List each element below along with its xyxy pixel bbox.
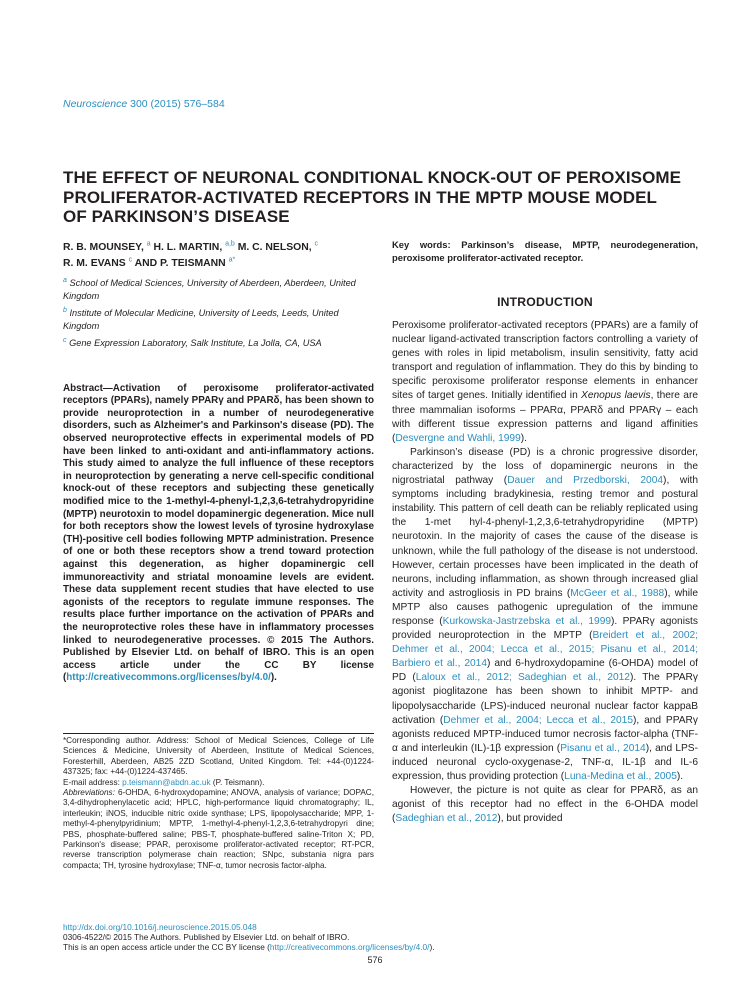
affiliation-b: $^b$ Institute of Molecular Medicine, University of Leeds, Leeds, United Kingdom (63, 307, 339, 331)
footnotes (63, 733, 374, 871)
author: R. B. MOUNSEY, $^a$ (63, 241, 151, 254)
paragraph: However, the picture is not quite as clear for PPARδ, as an agonist of this receptor had no effect in the 6-OHDA model (Sadeghian et al., 2012), but provided (392, 785, 698, 825)
journal-citation[interactable] (63, 98, 225, 110)
affiliation-marker[interactable]: a (146, 241, 151, 248)
author: R. M. EVANS $^c$ (63, 256, 133, 270)
paragraph: Parkinson’s disease (PD) is a chronic progressive disorder, characterized by the loss of dopaminergic neurons in the nigrostriatal pathway (Dauer and Przedborski, 2004), with symptoms including bradykinesia, resting tremor and postural instability. This pattern of cell death can be reliably replicated using the 1-met hyl-4-phenyl-1,2,3,6-tetrahydropyridine (MPTP) neurotoxin. In the majority of cases the cause of the disease is unknown, while the full pathology of the disease is not understood. However, certain processes have been implicated in the death of neurons, including inflammation, as shown through increased glial activity and astrogliosis in PD brains (McGeer et al., 1988), while MPTP also causes pathogenic upregulation of the immune response (Kurkowska-Jastrzebska et al., 1999). PPARγ agonists provided neuroprotection in the MPTP (Breidert et al., 2002; Dehmer et al., 2004; Lecca et al., 2015; Pisanu et al., 2014; Barbiero et al., 2014) and 6-hydroxydopamine (6-OHDA) model of PD (Laloux et al., 2012; Sadeghian et al., 2012). The PPARγ agonist pioglitazone has been shown to inhibit MPTP- and lipopolysaccharide (LPS)-induced neuronal nuclear factor kappaB activation (Dehmer et al., 2004; Lecca et al., 2015), and PPARγ agonists reduced MPTP-induced tumor necrosis factor-alpha (TNF-α and interleukin (IL)-1β expression (Pisanu et al., 2014), and LPS-induced neuronal cyclo-oxygenase-2, TNF-α, IL-1β and IL-6 expression, thus providing protection (Luna-Medina et al., 2005). (392, 446, 699, 782)
affiliation-c: $^c$ Gene Expression Laboratory, Salk Institute, La Jolla, CA, USA (63, 337, 322, 349)
email-note: E-mail address: p.teismann@abdn.ac.uk (P. Teismann). (63, 777, 265, 787)
affiliation-marker[interactable]: c (314, 241, 319, 248)
page-number: 576 (367, 955, 383, 965)
page-footer (63, 922, 683, 953)
citation-link[interactable]: Breidert et al., 2002; Dehmer et al., 2004; Lecca et al., 2015; Pisanu et al., 2014; Barbiero et al., 2014 (392, 630, 698, 670)
author: M. C. NELSON, $^c$ (237, 241, 319, 254)
right-column (392, 239, 698, 826)
species-name: Xenopus laevis (581, 390, 651, 402)
abstract-text: Abstract—Activation of peroxisome proliferator-activated receptors (PPARs), namely PPARγ and PPARδ, has been shown to provide neuroprotection in a number of neurodegenerative disorders, such as Alzheimer's and Parkinson's disease (PD). The observed neuroprotective effects in experimental models of PD have been linked to anti-oxidant and anti-inflammatory actions. This study aimed to analyze the full influence of these receptors in neuroprotection by generating a nerve cell-specific conditional knock-out of these receptors and subjecting these genetically modified mice to the 1-methyl-4-phenyl-1,2,3,6-tetrahydropyridine (MPTP) neurotoxin to model dopaminergic degeneration. Mice null for both receptors show the lowest levels of tyrosine hydroxylase (TH)-positive cell bodies following MPTP administration. Presence of one or both these receptors show a trend toward protection against this degeneration, as higher dopaminergic cell immunoreactivity and striatal monoamine levels are evident. These data supplement recent studies that have elected to use agonists of the receptors to regulate immune responses. The results place further importance on the activation of PPARs and the neuroprotective roles these have in inflammatory processes linked to neurodegenerative processes. © 2015 The Authors. Published by Elsevier Ltd. on behalf of IBRO. This is an open access article under the CC BY license ( (63, 382, 374, 684)
affiliation-marker[interactable]: a,b (225, 241, 235, 248)
author: H. L. MARTIN, $^{a,b}$ (153, 241, 235, 254)
citation-link[interactable]: Dauer and Przedborski, 2004 (507, 475, 664, 487)
affiliation-a: $^a$ School of Medical Sciences, University of Aberdeen, Aberdeen, United Kingdom (63, 276, 356, 301)
footer-license-link[interactable]: http://creativecommons.org/licenses/by/4.0/ (269, 942, 430, 953)
author-list (63, 239, 374, 271)
copyright-line: 0306-4522/© 2015 The Authors. Published by Elsevier Ltd. on behalf of IBRO. (63, 932, 350, 943)
citation-link[interactable]: McGeer et al., 1988 (570, 587, 665, 599)
abbreviations-note: Abbreviations: 6-OHDA, 6-hydroxydopamine; ANOVA, analysis of variance; DOPAC, 3,4-dihydrophenylacetic acid; HPLC, high-performance liquid chromatography; IL, interleukin; iNOS, inducible nitric oxide synthase; LPS, lipopolysaccharide; MPP, 1-methyl-4-phenylpyridinium; MPTP, 1-methyl-4-phenyl-1,2,3,6-tetrahydropyri dine; PBS, phosphate-buffered saline; PBS-T, phosphate-buffered saline-Triton X; PD, Parkinson's disease; PPAR, peroxisome proliferator-activated receptor; RT-PCR, reverse transcription polymerase chain reaction; SNpc, substania nigra pars compacta; TH, tyrosine hydroxylase; TNF-α, tumor necrosis factor-alpha. (63, 788, 374, 870)
affiliation-marker[interactable]: a* (228, 256, 236, 264)
affiliation-marker[interactable]: c (128, 256, 133, 264)
license-link[interactable]: http://creativecommons.org/licenses/by/4.0/ (66, 672, 271, 684)
corresponding-author-note: *Corresponding author. Address: School of Medical Sciences, College of Life Sciences & Medicine, University of Aberdeen, Institute of Medical Sciences, Foresterhill, Aberdeen, AB25 2ZD Scotland, United Kingdom. Tel: +44-(0)1224-437325; fax: +44-(0)1224-437465. (63, 736, 374, 777)
affiliations (63, 275, 374, 350)
abstract: Abstract—Activation of peroxisome proliferator-activated receptors (PPARs), namely PPARγ and PPARδ, has been shown to provide neuroprotection in a number of neurodegenerative disorders, such as Alzheimer's and Parkinson's disease (PD). The observed neuroprotective effects in experimental models of PD have been linked to anti-oxidant and anti-inflammatory actions. This study aimed to analyze the full influence of these receptors in neuroprotection by generating a nerve cell-specific conditional knock-out of these receptors and subjecting these genetically modified mice to the 1-methyl-4-phenyl-1,2,3,6-tetrahydropyridine (MPTP) neurotoxin to model dopaminergic degeneration. Mice null for both receptors show the lowest levels of tyrosine hydroxylase (TH)-positive cell bodies following MPTP administration. Presence of one or both these receptors show a trend toward protection against this degeneration, as higher dopaminergic cell immunoreactivity and striatal monoamine levels are evident. These data supplement recent studies that have elected to use agonists of the receptors to regulate immune responses. The results place further importance on the activation of PPARs and the neuroprotective roles these have in inflammatory processes linked to neurodegenerative processes. © 2015 The Authors. Published by Elsevier Ltd. on behalf of IBRO. This is an open access article under the CC BY license (http://creativecommons.org/licenses/by/4.0/). (63, 382, 374, 684)
article-title: THE EFFECT OF NEURONAL CONDITIONAL KNOCK-OUT OF PEROXISOME PROLIFERATOR-ACTIVATED RECEPTORS IN THE MPTP MOUSE MODEL OF PARKINSON’S DISEASE (63, 168, 682, 226)
license-line: This is an open access article under the CC BY license (http://creativecommons.org/licenses/by/4.0/). (63, 942, 435, 953)
section-heading-introduction: INTRODUCTION (497, 295, 593, 309)
journal-name: Neuroscience (63, 98, 128, 110)
doi-link[interactable]: http://dx.doi.org/10.1016/j.neuroscience.2015.05.048 (63, 922, 257, 932)
paragraph: Peroxisome proliferator-activated receptors (PPARs) are a family of nuclear ligand-activated transcription factors controlling a variety of genes with roles in lipid metabolism, insulin sensitivity, fatty acid transport and regulation of inflammation. They do this by binding to specific peroxisome proliferator response elements in enhancer sites of target genes. Initially identified in Xenopus laevis, there are three mammalian isoforms – PPARα, PPARδ and PPARγ – each with different tissue expression patterns and ligand affinities (Desvergne and Wahli, 1999). (392, 320, 699, 444)
citation-link[interactable]: Kurkowska-Jastrzebska et al., 1999 (442, 615, 612, 627)
citation-link[interactable]: Pisanu et al., 2014 (560, 742, 646, 754)
journal-volume-pages: 300 (2015) 576–584 (127, 98, 225, 110)
citation-link[interactable]: Luna-Medina et al., 2005 (564, 771, 677, 782)
citation-link[interactable]: Sadeghian et al., 2012 (395, 813, 498, 825)
citation-link[interactable]: Dehmer et al., 2004; Lecca et al., 2015 (443, 714, 633, 726)
citation-link[interactable]: Desvergne and Wahli, 1999 (395, 432, 521, 444)
author: AND P. TEISMANN $^{a*}$ (134, 256, 236, 270)
citation-link[interactable]: Laloux et al., 2012; Sadeghian et al., 2012 (415, 672, 630, 684)
introduction-body (392, 319, 698, 826)
keywords: Key words: Parkinson’s disease, MPTP, neurodegeneration, peroxisome proliferator-activated receptor. (392, 239, 698, 263)
email-link[interactable]: p.teismann@abdn.ac.uk (122, 777, 211, 787)
left-column (63, 239, 374, 685)
